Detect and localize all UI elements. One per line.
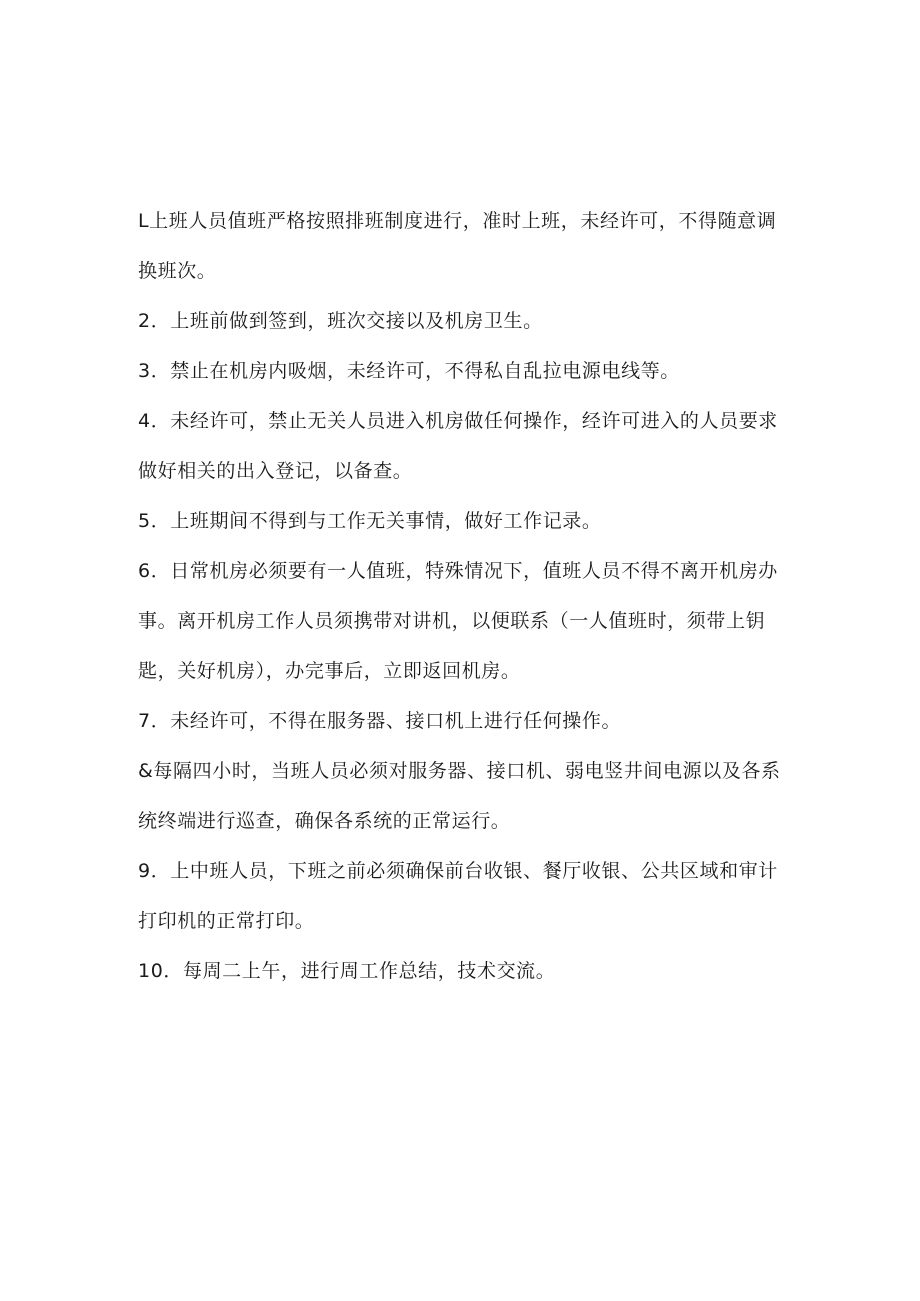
rule-item-3: 3．禁止在机房内吸烟，未经许可，不得私自乱拉电源电线等。: [138, 360, 680, 382]
rule-item-5: 5．上班期间不得到与工作无关事情，做好工作记录。: [138, 510, 602, 532]
rule-item-10: 10．每周二上午，进行周工作总结，技术交流。: [138, 960, 556, 982]
rule-item-2: 2．上班前做到签到，班次交接以及机房卫生。: [138, 310, 543, 332]
rule-item-4: 4．未经许可，禁止无关人员进入机房做任何操作，经许可进入的人员要求做好相关的出入登记，以备查。: [138, 410, 778, 482]
rule-item-7: 7．未经许可，不得在服务器、接口机上进行任何操作。: [138, 710, 622, 732]
rule-item-6: 6．日常机房必须要有一人值班，特殊情况下，值班人员不得不离开机房办事。离开机房工作人员须携带对讲机，以便联系（一人值班时，须带上钥匙，关好机房），办完事后，立即返回机房。: [138, 560, 778, 682]
rule-item-9: 9．上中班人员，下班之前必须确保前台收银、餐厅收银、公共区域和审计打印机的正常打印。: [138, 860, 778, 932]
rules-list: [138, 196, 788, 996]
rule-item-8: &每隔四小时，当班人员必须对服务器、接口机、弱电竖井间电源以及各系统终端进行巡查，确保各系统的正常运行。: [138, 760, 781, 832]
rule-item-1: L上班人员值班严格按照排班制度进行，准时上班，未经许可，不得随意调换班次。: [138, 210, 777, 282]
